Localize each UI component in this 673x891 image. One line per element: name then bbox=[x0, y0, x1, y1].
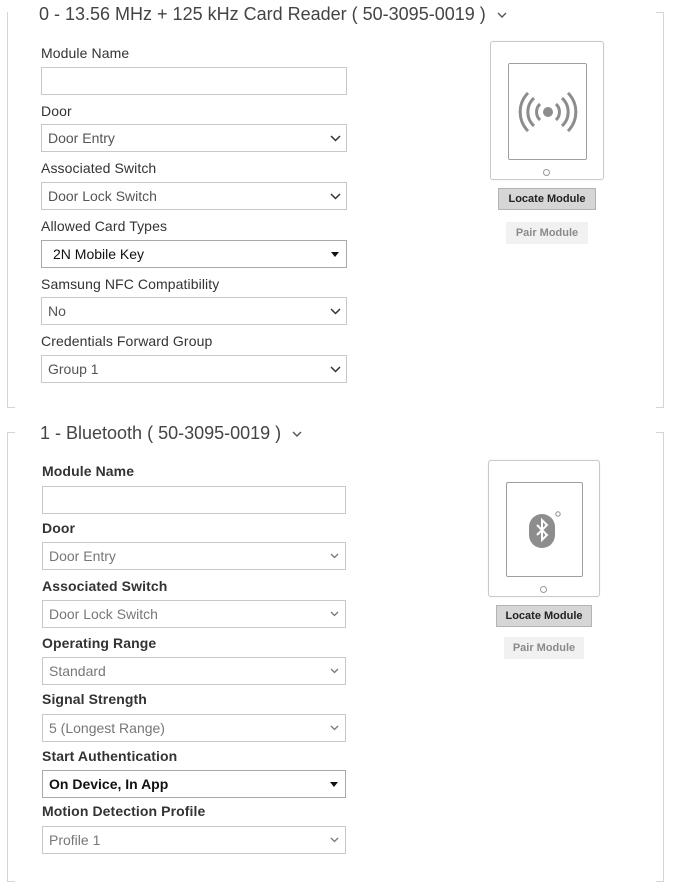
section-border bbox=[663, 12, 664, 408]
section-corner bbox=[7, 432, 15, 433]
samsung-nfc-value: No bbox=[48, 303, 66, 319]
door-select[interactable] bbox=[41, 124, 347, 152]
section-corner bbox=[7, 407, 15, 408]
samsung-nfc-select[interactable] bbox=[41, 297, 347, 325]
chevron-down-icon bbox=[324, 366, 346, 373]
module-name-label: Module Name bbox=[41, 45, 130, 61]
section-corner bbox=[656, 12, 664, 13]
associated-switch-select[interactable] bbox=[42, 600, 346, 628]
allowed-card-types-label: Allowed Card Types bbox=[41, 218, 168, 234]
device-led-dot bbox=[540, 586, 547, 593]
module-name-input[interactable] bbox=[41, 67, 347, 95]
start-authentication-value: On Device, In App bbox=[49, 776, 169, 792]
operating-range-select[interactable] bbox=[42, 657, 346, 685]
signal-strength-select[interactable] bbox=[42, 714, 346, 742]
triangle-down-icon bbox=[323, 782, 345, 787]
device-face bbox=[506, 482, 583, 577]
device-led-dot bbox=[543, 169, 550, 176]
section-header[interactable] bbox=[39, 4, 508, 25]
section-border bbox=[7, 12, 8, 408]
signal-strength-label: Signal Strength bbox=[42, 691, 147, 707]
motion-detection-profile-select[interactable] bbox=[42, 826, 346, 854]
section-corner bbox=[7, 881, 15, 882]
module-name-input[interactable] bbox=[42, 486, 346, 514]
bluetooth-icon bbox=[528, 510, 562, 550]
start-authentication-label: Start Authentication bbox=[42, 748, 178, 764]
section-title: 0 - 13.56 MHz + 125 kHz Card Reader ( 50-3095-0019 ) bbox=[39, 4, 486, 24]
door-select[interactable] bbox=[42, 542, 346, 570]
credentials-forward-group-label: Credentials Forward Group bbox=[41, 333, 213, 349]
motion-detection-profile-value: Profile 1 bbox=[49, 832, 101, 848]
signal-strength-value: 5 (Longest Range) bbox=[49, 720, 165, 736]
door-label: Door bbox=[41, 103, 72, 119]
chevron-down-icon bbox=[324, 135, 346, 142]
door-label: Door bbox=[42, 520, 76, 536]
triangle-down-icon bbox=[324, 252, 346, 257]
section-corner bbox=[656, 881, 664, 882]
pair-module-button[interactable]: Pair Module bbox=[504, 637, 584, 659]
chevron-down-icon bbox=[323, 553, 345, 559]
section-border bbox=[7, 432, 8, 882]
pair-module-button[interactable]: Pair Module bbox=[506, 222, 588, 244]
chevron-down-icon bbox=[323, 611, 345, 617]
operating-range-label: Operating Range bbox=[42, 635, 157, 651]
allowed-card-types-select[interactable] bbox=[41, 240, 347, 268]
module-device-image bbox=[490, 41, 604, 180]
chevron-down-icon bbox=[323, 837, 345, 843]
section-title: 1 - Bluetooth ( 50-3095-0019 ) bbox=[40, 423, 282, 443]
locate-module-button[interactable]: Locate Module bbox=[496, 605, 592, 627]
door-select-value: Door Entry bbox=[48, 130, 115, 146]
locate-module-button[interactable]: Locate Module bbox=[498, 188, 596, 210]
associated-switch-select[interactable] bbox=[41, 182, 347, 210]
chevron-down-icon[interactable] bbox=[291, 428, 303, 440]
device-face bbox=[508, 63, 587, 160]
motion-detection-profile-label: Motion Detection Profile bbox=[42, 803, 206, 819]
chevron-down-icon bbox=[323, 725, 345, 731]
module-device-image bbox=[488, 460, 600, 597]
credentials-forward-group-value: Group 1 bbox=[48, 361, 99, 377]
start-authentication-select[interactable] bbox=[42, 770, 346, 798]
credentials-forward-group-select[interactable] bbox=[41, 355, 347, 383]
chevron-down-icon bbox=[324, 193, 346, 200]
section-corner bbox=[656, 407, 664, 408]
section-border bbox=[663, 432, 664, 882]
associated-switch-label: Associated Switch bbox=[42, 578, 168, 594]
section-corner bbox=[656, 432, 664, 433]
samsung-nfc-label: Samsung NFC Compatibility bbox=[41, 276, 220, 292]
rfid-waves-icon bbox=[518, 92, 578, 132]
associated-switch-value: Door Lock Switch bbox=[48, 188, 157, 204]
chevron-down-icon[interactable] bbox=[496, 9, 508, 21]
section-header[interactable] bbox=[40, 423, 303, 444]
module-name-label: Module Name bbox=[42, 463, 135, 479]
associated-switch-value: Door Lock Switch bbox=[49, 606, 158, 622]
allowed-card-types-value: 2N Mobile Key bbox=[53, 246, 145, 262]
door-select-value: Door Entry bbox=[49, 548, 116, 564]
chevron-down-icon bbox=[323, 668, 345, 674]
operating-range-value: Standard bbox=[49, 663, 106, 679]
chevron-down-icon bbox=[324, 308, 346, 315]
associated-switch-label: Associated Switch bbox=[41, 160, 157, 176]
